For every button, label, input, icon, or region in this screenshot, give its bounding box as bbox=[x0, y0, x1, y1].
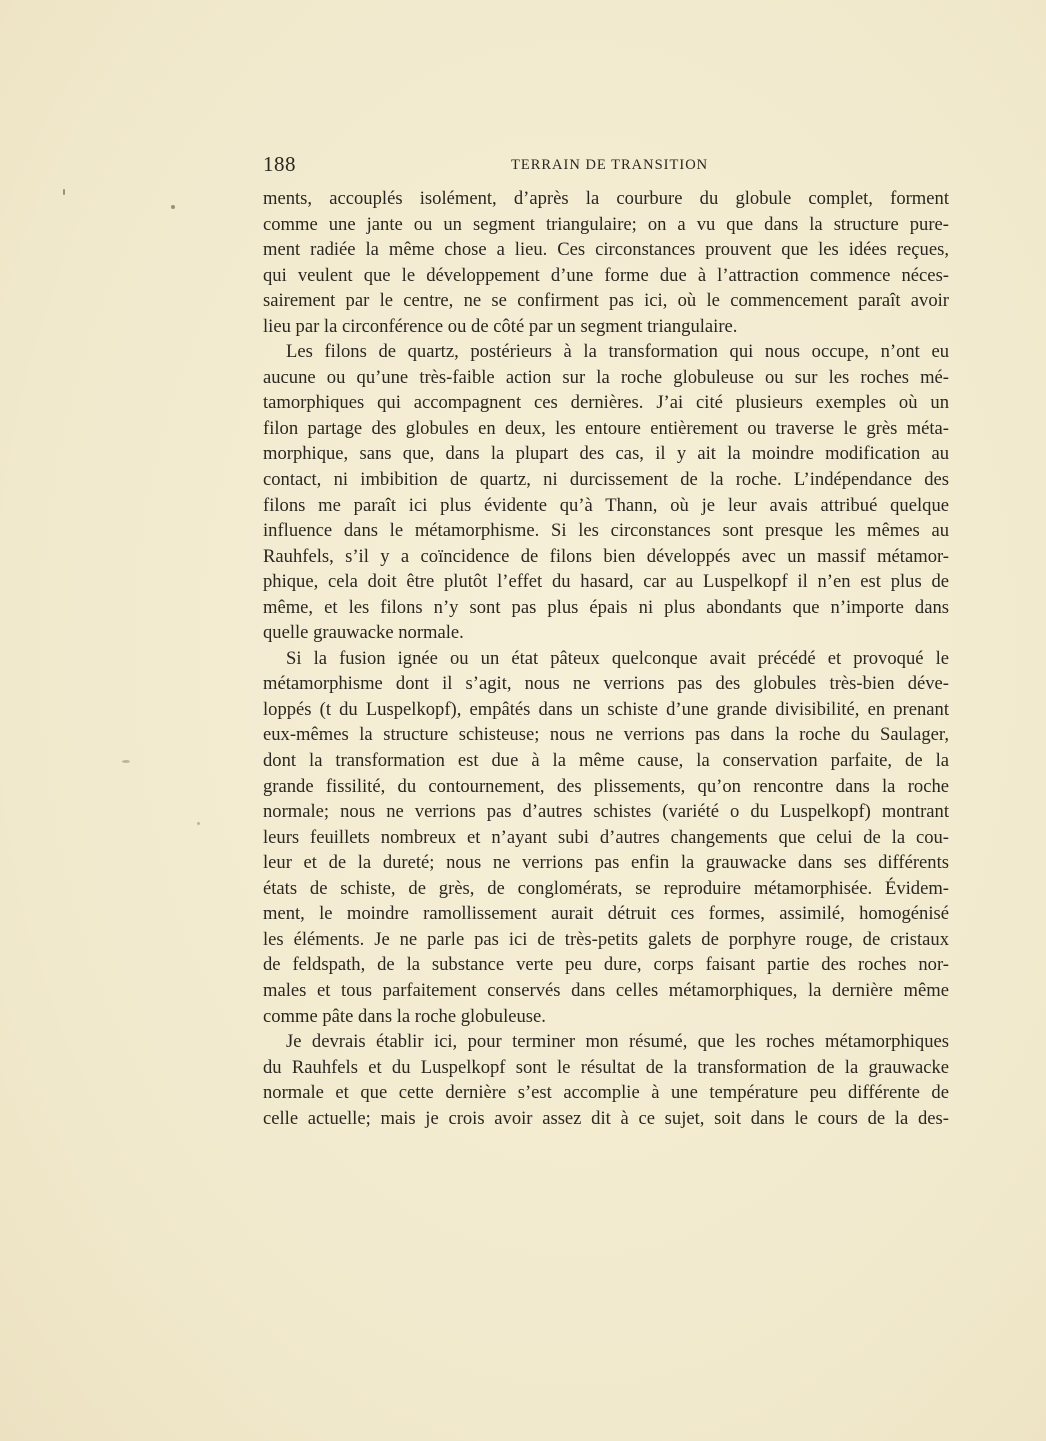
ink-speck bbox=[197, 822, 200, 825]
text-line: qui veulent que le développement d’une forme due à l’attraction commence néces- bbox=[263, 264, 949, 286]
text-line: ment, le moindre ramollissement aurait détruit ces formes, assimilé, homogénisé bbox=[263, 903, 949, 925]
text-line: états de schiste, de grès, de conglomérats, se reproduire métamorphisée. Évidem- bbox=[263, 877, 949, 899]
body-text bbox=[263, 186, 949, 1131]
text-line: métamorphisme dont il s’agit, nous ne verrions pas des globules très-bien déve- bbox=[263, 673, 949, 695]
text-line: filon partage des globules en deux, les entoure entièrement ou traverse le grès méta- bbox=[263, 417, 949, 439]
paragraph bbox=[263, 339, 949, 646]
text-line: normale; nous ne verrions pas d’autres schistes (variété o du Luspelkopf) montrant bbox=[263, 801, 949, 823]
text-line: Si la fusion ignée ou un état pâteux quelconque avait précédé et provoqué le bbox=[286, 647, 949, 669]
text-line: les éléments. Je ne parle pas ici de très-petits galets de porphyre rouge, de cristaux bbox=[263, 928, 949, 950]
text-line: eux-mêmes la structure schisteuse; nous ne verrions pas dans la roche du Saulager, bbox=[263, 724, 949, 746]
text-line: du Rauhfels et du Luspelkopf sont le résultat de la transformation de la grauwacke bbox=[263, 1056, 949, 1078]
text-line: tamorphiques qui accompagnent ces dernières. J’ai cité plusieurs exemples où un bbox=[263, 392, 949, 414]
text-line: aucune ou qu’une très-faible action sur la roche globuleuse ou sur les roches mé- bbox=[263, 366, 949, 388]
text-line: celle actuelle; mais je crois avoir assez dit à ce sujet, soit dans le cours de la des- bbox=[263, 1107, 949, 1129]
paragraph bbox=[263, 646, 949, 1029]
ink-speck bbox=[63, 189, 65, 195]
text-line: filons me paraît ici plus évidente qu’à Thann, où je leur avais attribué quelque bbox=[263, 494, 949, 516]
running-head: TERRAIN DE TRANSITION bbox=[511, 157, 709, 173]
text-line: normale et que cette dernière s’est accomplie à une température peu différente de bbox=[263, 1082, 949, 1104]
text-line: comme pâte dans la roche globuleuse. bbox=[263, 1005, 546, 1027]
text-line: leur et de la dureté; nous ne verrions pas enfin la grauwacke dans ses différents bbox=[263, 852, 949, 874]
text-line: Les filons de quartz, postérieurs à la transformation qui nous occupe, n’ont eu bbox=[286, 341, 949, 363]
text-line: influence dans le métamorphisme. Si les circonstances sont presque les mêmes au bbox=[263, 520, 949, 542]
text-line: sairement par le centre, ne se confirment pas ici, où le commencement paraît avoir bbox=[263, 290, 949, 312]
text-line: Je devrais établir ici, pour terminer mon résumé, que les roches métamorphiques bbox=[286, 1031, 949, 1053]
text-line: loppés (t du Luspelkopf), empâtés dans un schiste d’une grande divisibilité, en prenant bbox=[263, 698, 949, 720]
page-number: 188 bbox=[263, 152, 296, 176]
text-line: ment radiée la même chose a lieu. Ces circonstances prouvent que les idées reçues, bbox=[263, 239, 949, 261]
text-line: morphique, sans que, dans la plupart des cas, il y ait la moindre modification au bbox=[263, 443, 949, 465]
text-line: même, et les filons n’y sont pas plus épais ni plus abondants que n’importe dans bbox=[263, 596, 949, 618]
text-line: comme une jante ou un segment triangulaire; on a vu que dans la structure pure- bbox=[263, 213, 949, 235]
text-line: males et tous parfaitement conservés dans celles métamorphiques, la dernière même bbox=[263, 979, 949, 1001]
text-line: de feldspath, de la substance verte peu dure, corps faisant partie des roches nor- bbox=[263, 954, 949, 976]
text-line: phique, cela doit être plutôt l’effet du hasard, car au Luspelkopf il n’en est plus de bbox=[263, 571, 949, 593]
text-line: leurs feuillets nombreux et n’ayant subi d’autres changements que celui de la cou- bbox=[263, 826, 949, 848]
page-header bbox=[263, 152, 949, 178]
text-line: lieu par la circonférence ou de côté par un segment triangulaire. bbox=[263, 315, 738, 337]
text-line: Rauhfels, s’il y a coïncidence de filons bien développés avec un massif métamor- bbox=[263, 545, 949, 567]
text-line: grande fissilité, du contournement, des plissements, qu’on rencontre dans la roche bbox=[263, 775, 949, 797]
text-line: dont la transformation est due à la même cause, la conservation parfaite, de la bbox=[263, 750, 949, 772]
ink-speck bbox=[171, 205, 175, 209]
text-line: contact, ni imbibition de quartz, ni durcissement de la roche. L’indépendance des bbox=[263, 469, 949, 491]
text-line: quelle grauwacke normale. bbox=[263, 622, 464, 644]
paragraph bbox=[263, 1029, 949, 1131]
ink-speck bbox=[122, 760, 130, 763]
paragraph bbox=[263, 186, 949, 339]
text-line: ments, accouplés isolément, d’après la courbure du globule complet, forment bbox=[263, 188, 949, 209]
